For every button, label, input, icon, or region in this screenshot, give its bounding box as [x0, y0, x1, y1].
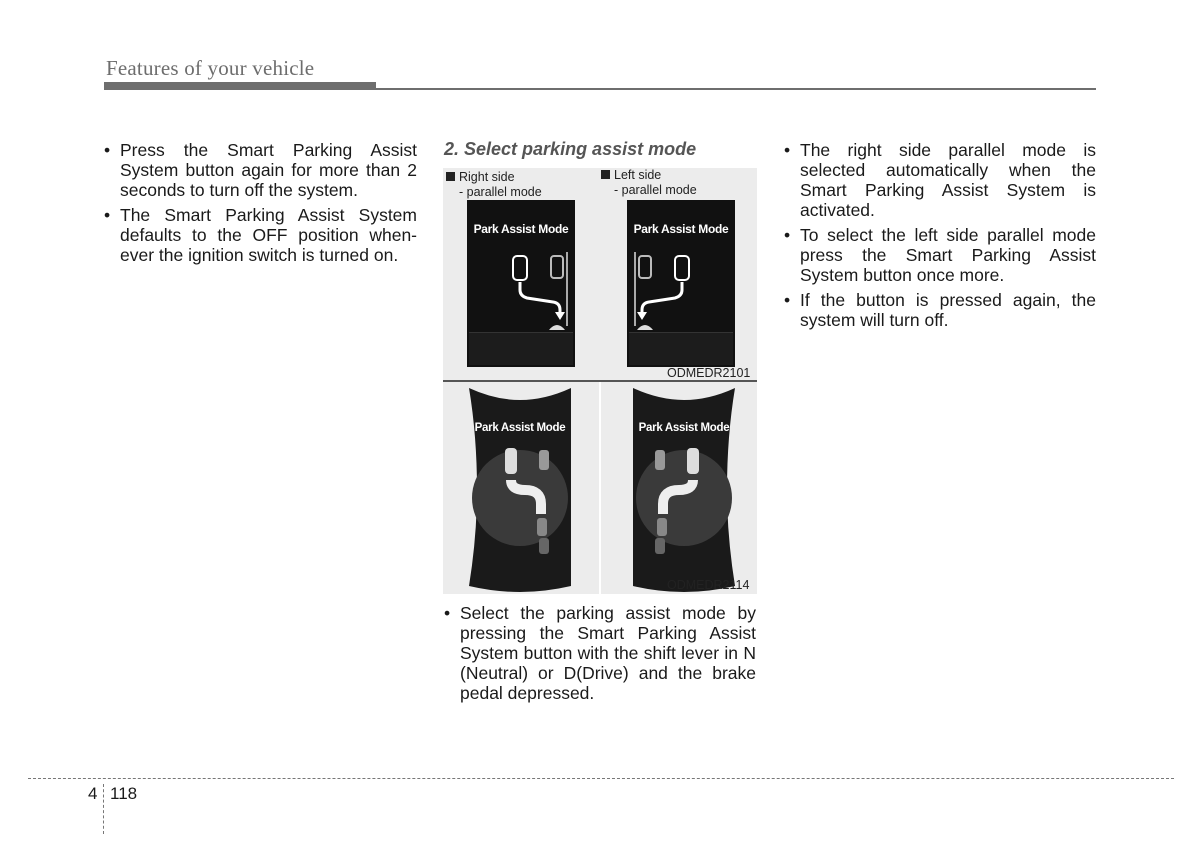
bullet-item: • Press the Smart Parking Assist System button again for more than 2 seconds to turn off the system. [104, 140, 417, 200]
bullet-item: • The Smart Parking Assist System defaults to the OFF position when-ever the ignition switch is turned on. [104, 205, 417, 265]
square-bullet-icon [446, 172, 455, 181]
lcd-strip [629, 332, 733, 365]
cluster-screen-left-parallel [627, 200, 735, 367]
screen-label: Park Assist Mode [633, 222, 729, 236]
footer-divider [103, 784, 104, 834]
cluster-display-left-parallel [629, 386, 739, 596]
cluster-screen-right-parallel [467, 200, 575, 367]
figure-code: ODMEDR2101 [667, 366, 751, 380]
screen-label: Park Assist Mode [474, 422, 566, 434]
parking-mode-figure [443, 168, 757, 594]
footer-rule [28, 778, 1174, 779]
figure-code: ODMEDR2114 [667, 578, 750, 592]
square-bullet-icon [601, 170, 610, 179]
figure-separator [599, 382, 601, 594]
bullet-item: • Select the parking assist mode by pressing the Smart Parking Assist System button with the shift lever in N (Neutral) or D(Drive) and the brake pedal depressed. [444, 603, 756, 703]
screen-label: Park Assist Mode [473, 222, 569, 236]
middle-column-text [444, 603, 756, 708]
left-column [104, 140, 417, 270]
header-title: Features of your vehicle [106, 56, 315, 80]
bullet-item: • If the button is pressed again, the system will turn off. [784, 290, 1096, 330]
cluster-display-right-parallel [465, 386, 575, 596]
chapter-number: 4 [88, 784, 98, 803]
lcd-strip [469, 332, 573, 365]
bullet-item: • To select the left side parallel mode press the Smart Parking Assist System button once more. [784, 225, 1096, 285]
header-rule [104, 88, 1096, 90]
screen-label: Park Assist Mode [638, 422, 730, 434]
caption-right-side: Right side - parallel mode [446, 170, 542, 200]
bullet-item: • The right side parallel mode is selected automatically when the Smart Parking Assist System is activated. [784, 140, 1096, 220]
page-number: 118 [110, 784, 138, 803]
right-column [784, 140, 1096, 335]
caption-left-side: Left side - parallel mode [601, 168, 697, 198]
section-title: 2. Select parking assist mode [444, 139, 697, 159]
